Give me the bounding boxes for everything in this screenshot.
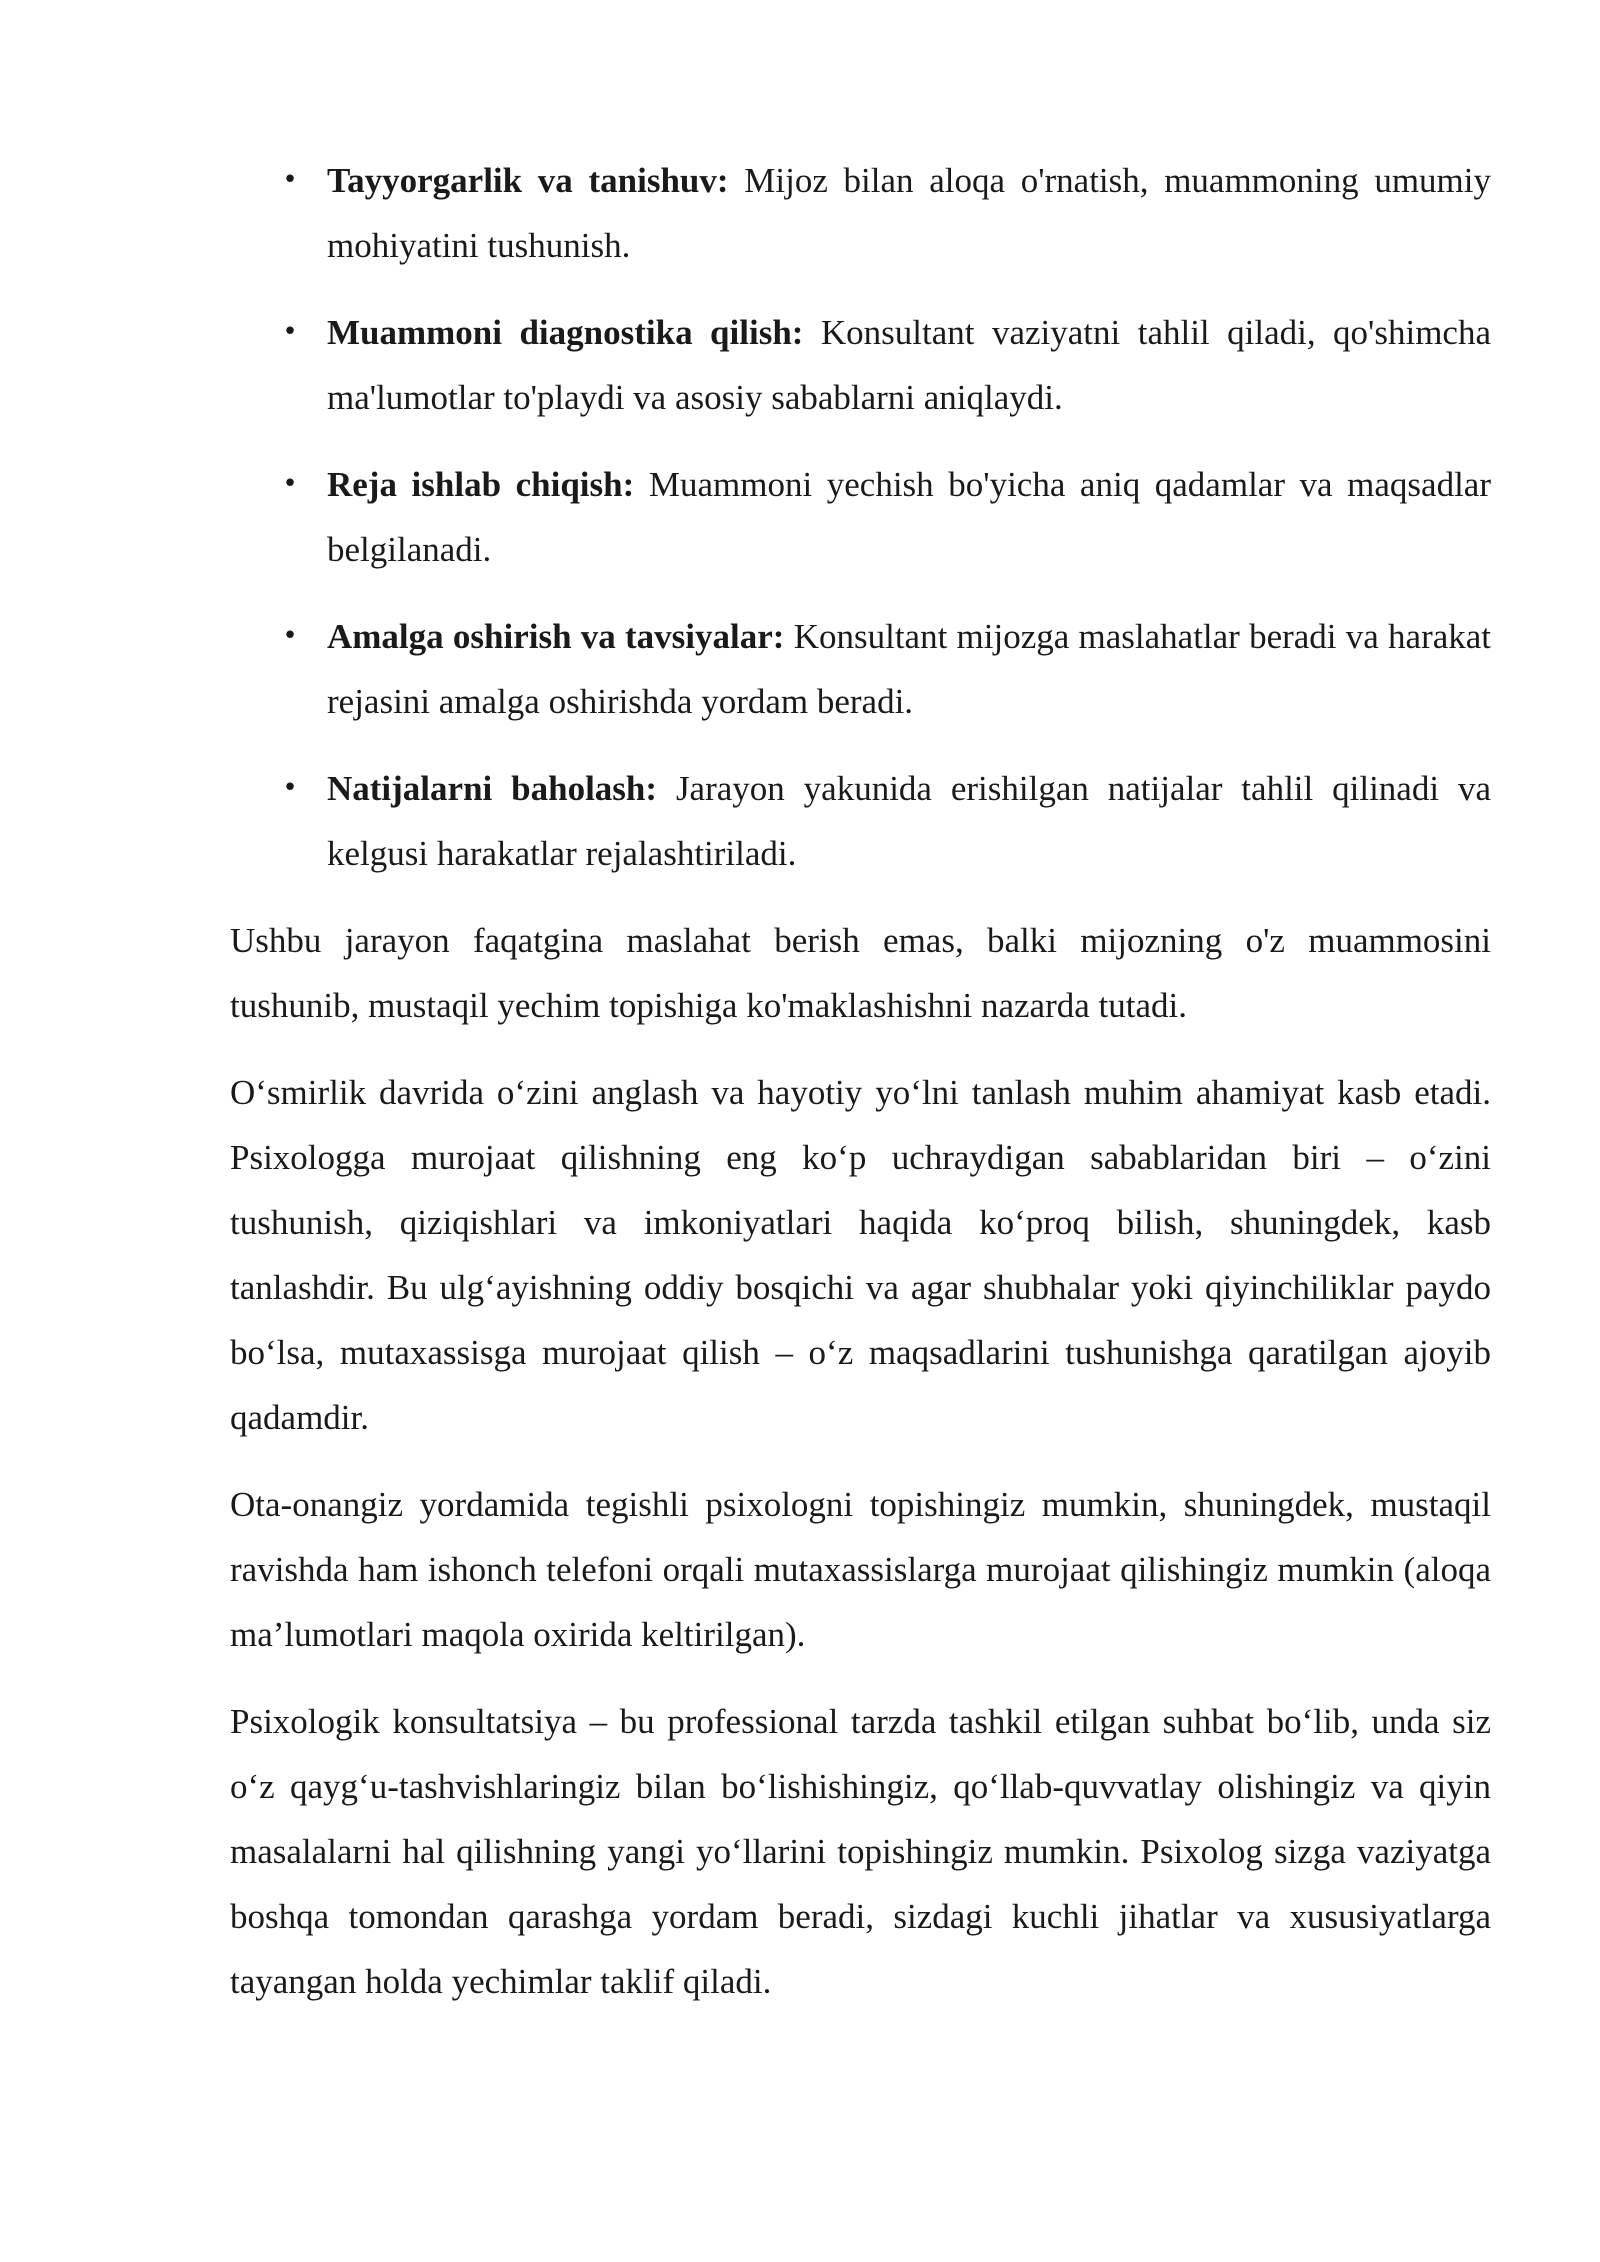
step-description: Jarayon yakunida erishilgan natijalar tahlil qilinadi va kelgusi harakatlar rejalashtiriladi.: [327, 769, 1491, 873]
list-item: [230, 300, 1491, 430]
step-term: Natijalarni baholash:: [327, 769, 658, 808]
document-page: [230, 148, 1491, 2036]
body-paragraph: Psixologik konsultatsiya – bu professional tarzda tashkil etilgan suhbat bo‘lib, unda siz o‘z qayg‘u-tashvishlaringiz bilan bo‘lishishingiz, qo‘llab-quvvatlay olishingiz va qiyin masalalarni hal qilishning yangi yo‘llarini topishingiz mumkin. Psixolog sizga vaziyatga boshqa tomondan qarashga yordam beradi, sizdagi kuchli jihatlar va xususiyatlarga tayangan holda yechimlar taklif qiladi.: [230, 1702, 1491, 2001]
bullet-icon: •: [282, 469, 298, 499]
step-description: Mijoz bilan aloqa o'rnatish, muammoning umumiy mohiyatini tushunish.: [327, 161, 1491, 265]
body-paragraph: Ota-onangiz yordamida tegishli psixologni topishingiz mumkin, shuningdek, mustaqil ravishda ham ishonch telefoni orqali mutaxassislarga murojaat qilishingiz mumkin (aloqa ma’lumotlari maqola oxirida keltirilgan).: [230, 1485, 1491, 1654]
body-paragraph: Ushbu jarayon faqatgina maslahat berish emas, balki mijozning o'z muammosini tushunib, mustaqil yechim topishiga ko'maklashishni nazarda tutadi.: [230, 921, 1491, 1025]
step-term: Amalga oshirish va tavsiyalar:: [327, 617, 785, 656]
list-item: [230, 604, 1491, 734]
consultation-steps-list: [230, 148, 1491, 886]
bullet-icon: •: [282, 773, 298, 803]
step-description: Muammoni yechish bo'yicha aniq qadamlar va maqsadlar belgilanadi.: [327, 465, 1491, 569]
step-description: Konsultant mijozga maslahatlar beradi va harakat rejasini amalga oshirishda yordam beradi.: [327, 617, 1492, 721]
bullet-icon: •: [282, 317, 298, 347]
bullet-icon: •: [282, 621, 298, 651]
step-description: Konsultant vaziyatni tahlil qiladi, qo'shimcha ma'lumotlar to'playdi va asosiy sabablarni aniqlaydi.: [327, 313, 1491, 417]
list-item: [230, 452, 1491, 582]
step-term: Reja ishlab chiqish:: [327, 465, 635, 504]
step-term: Muammoni diagnostika qilish:: [327, 313, 804, 352]
list-item: [230, 756, 1491, 886]
bullet-icon: •: [282, 165, 298, 195]
step-term: Tayyorgarlik va tanishuv:: [327, 161, 729, 200]
body-paragraph: O‘smirlik davrida o‘zini anglash va hayotiy yo‘lni tanlash muhim ahamiyat kasb etadi. Psixologga murojaat qilishning eng ko‘p uchraydigan sabablaridan biri – o‘zini tushunish, qiziqishlari va imkoniyatlari haqida ko‘proq bilish, shuningdek, kasb tanlashdir. Bu ulg‘ayishning oddiy bosqichi va agar shubhalar yoki qiyinchiliklar paydo bo‘lsa, mutaxassisga murojaat qilish – o‘z maqsadlarini tushunishga qaratilgan ajoyib qadamdir.: [230, 1073, 1491, 1437]
list-item: [230, 148, 1491, 278]
